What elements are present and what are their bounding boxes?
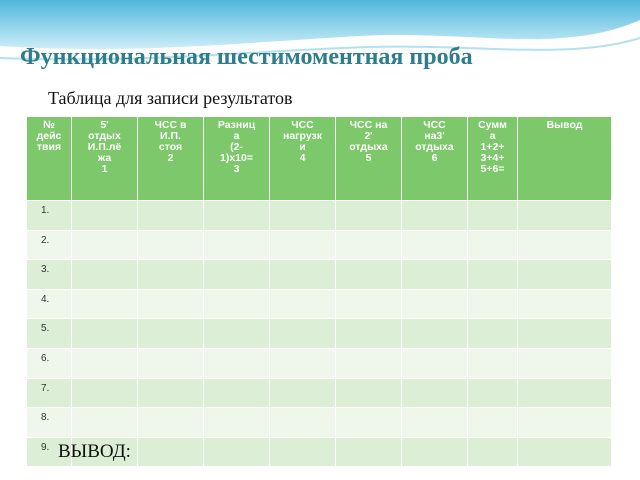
table-cell[interactable] xyxy=(518,437,612,467)
table-cell[interactable] xyxy=(204,230,270,260)
conclusion-label: ВЫВОД: xyxy=(58,441,131,462)
table-cell[interactable] xyxy=(204,289,270,319)
table-cell[interactable] xyxy=(336,319,402,349)
table-cell[interactable] xyxy=(402,437,468,467)
table-cell[interactable] xyxy=(518,201,612,231)
col-header-sum: Сумм а 1+2+ 3+4+ 5+6= xyxy=(468,117,518,201)
table-cell[interactable] xyxy=(72,230,138,260)
table-cell[interactable] xyxy=(204,408,270,438)
col-header-hr-rest-3: ЧСС на3ʹ отдыха 6 xyxy=(402,117,468,201)
table-row xyxy=(27,201,612,231)
table-cell[interactable] xyxy=(518,230,612,260)
table-cell[interactable] xyxy=(72,378,138,408)
table-cell[interactable] xyxy=(270,378,336,408)
table-cell[interactable] xyxy=(468,378,518,408)
table-cell[interactable] xyxy=(518,408,612,438)
table-row xyxy=(27,230,612,260)
table-cell[interactable] xyxy=(204,437,270,467)
table-cell[interactable] xyxy=(402,289,468,319)
table-cell[interactable] xyxy=(518,348,612,378)
table-cell[interactable] xyxy=(336,230,402,260)
table-cell[interactable] xyxy=(138,348,204,378)
table-cell[interactable] xyxy=(468,201,518,231)
table-cell[interactable] xyxy=(336,378,402,408)
table-cell[interactable] xyxy=(270,348,336,378)
table-row xyxy=(27,260,612,290)
results-table xyxy=(26,116,612,467)
row-number-cell: 7. xyxy=(27,378,72,408)
row-number-cell: 3. xyxy=(27,260,72,290)
table-cell[interactable] xyxy=(336,437,402,467)
table-cell[interactable] xyxy=(518,289,612,319)
row-number-cell: 5. xyxy=(27,319,72,349)
row-number-cell: 2. xyxy=(27,230,72,260)
slide-title: Функциональная шестимоментная проба xyxy=(20,44,473,70)
table-cell[interactable] xyxy=(402,408,468,438)
table-cell[interactable] xyxy=(138,260,204,290)
table-cell[interactable] xyxy=(468,260,518,290)
row-number-cell: 8. xyxy=(27,408,72,438)
table-cell[interactable] xyxy=(518,319,612,349)
table-cell[interactable] xyxy=(336,289,402,319)
table-cell[interactable] xyxy=(518,260,612,290)
table-cell[interactable] xyxy=(204,319,270,349)
col-header-conclusion: Вывод xyxy=(518,117,612,201)
table-cell[interactable] xyxy=(204,348,270,378)
table-cell[interactable] xyxy=(138,230,204,260)
table-cell[interactable] xyxy=(468,319,518,349)
table-cell[interactable] xyxy=(402,378,468,408)
table-cell[interactable] xyxy=(72,201,138,231)
table-cell[interactable] xyxy=(336,348,402,378)
table-cell[interactable] xyxy=(468,408,518,438)
table-cell[interactable] xyxy=(270,408,336,438)
table-cell[interactable] xyxy=(72,319,138,349)
table-cell[interactable] xyxy=(72,260,138,290)
table-cell[interactable] xyxy=(518,378,612,408)
table-cell[interactable] xyxy=(138,408,204,438)
table-cell[interactable] xyxy=(72,289,138,319)
table-cell[interactable] xyxy=(72,408,138,438)
table-row xyxy=(27,319,612,349)
table-cell[interactable] xyxy=(138,319,204,349)
table-cell[interactable] xyxy=(204,378,270,408)
col-header-difference: Разниц а (2- 1)х10= 3 xyxy=(204,117,270,201)
table-cell[interactable] xyxy=(402,201,468,231)
row-number-cell: 4. xyxy=(27,289,72,319)
table-caption: Таблица для записи результатов xyxy=(48,88,293,108)
col-header-action-number: № дейс твия xyxy=(27,117,72,201)
table-header-row xyxy=(27,117,612,201)
table-row xyxy=(27,289,612,319)
table-cell[interactable] xyxy=(468,437,518,467)
table-cell[interactable] xyxy=(402,319,468,349)
table-cell[interactable] xyxy=(468,289,518,319)
table-cell[interactable] xyxy=(336,260,402,290)
table-cell[interactable] xyxy=(138,289,204,319)
table-cell[interactable] xyxy=(336,201,402,231)
table-cell[interactable] xyxy=(138,201,204,231)
table-row xyxy=(27,378,612,408)
table-cell[interactable] xyxy=(402,348,468,378)
table-cell[interactable] xyxy=(138,437,204,467)
table-cell[interactable] xyxy=(204,260,270,290)
table-cell[interactable] xyxy=(468,230,518,260)
row-number-cell: 9. xyxy=(27,437,72,467)
table-cell[interactable] xyxy=(204,201,270,231)
table-cell[interactable] xyxy=(270,260,336,290)
col-header-hr-load: ЧСС нагрузк и 4 xyxy=(270,117,336,201)
table-cell[interactable] xyxy=(270,319,336,349)
row-number-cell: 1. xyxy=(27,201,72,231)
table-cell[interactable] xyxy=(270,437,336,467)
table-cell[interactable] xyxy=(402,230,468,260)
table-cell[interactable] xyxy=(336,408,402,438)
row-number-cell: 6. xyxy=(27,348,72,378)
table-cell[interactable] xyxy=(138,378,204,408)
col-header-hr-standing: ЧСС в И.П. стоя 2 xyxy=(138,117,204,201)
table-cell[interactable] xyxy=(468,348,518,378)
table-cell[interactable] xyxy=(270,230,336,260)
col-header-hr-rest-2: ЧСС на 2ʹ отдыха 5 xyxy=(336,117,402,201)
table-row xyxy=(27,348,612,378)
col-header-rest-lying: 5ʹ отдых И.П.лё жа 1 xyxy=(72,117,138,201)
table-cell[interactable] xyxy=(402,260,468,290)
table-cell[interactable] xyxy=(270,289,336,319)
table-row xyxy=(27,408,612,438)
table-cell[interactable] xyxy=(270,201,336,231)
table-cell[interactable] xyxy=(72,348,138,378)
